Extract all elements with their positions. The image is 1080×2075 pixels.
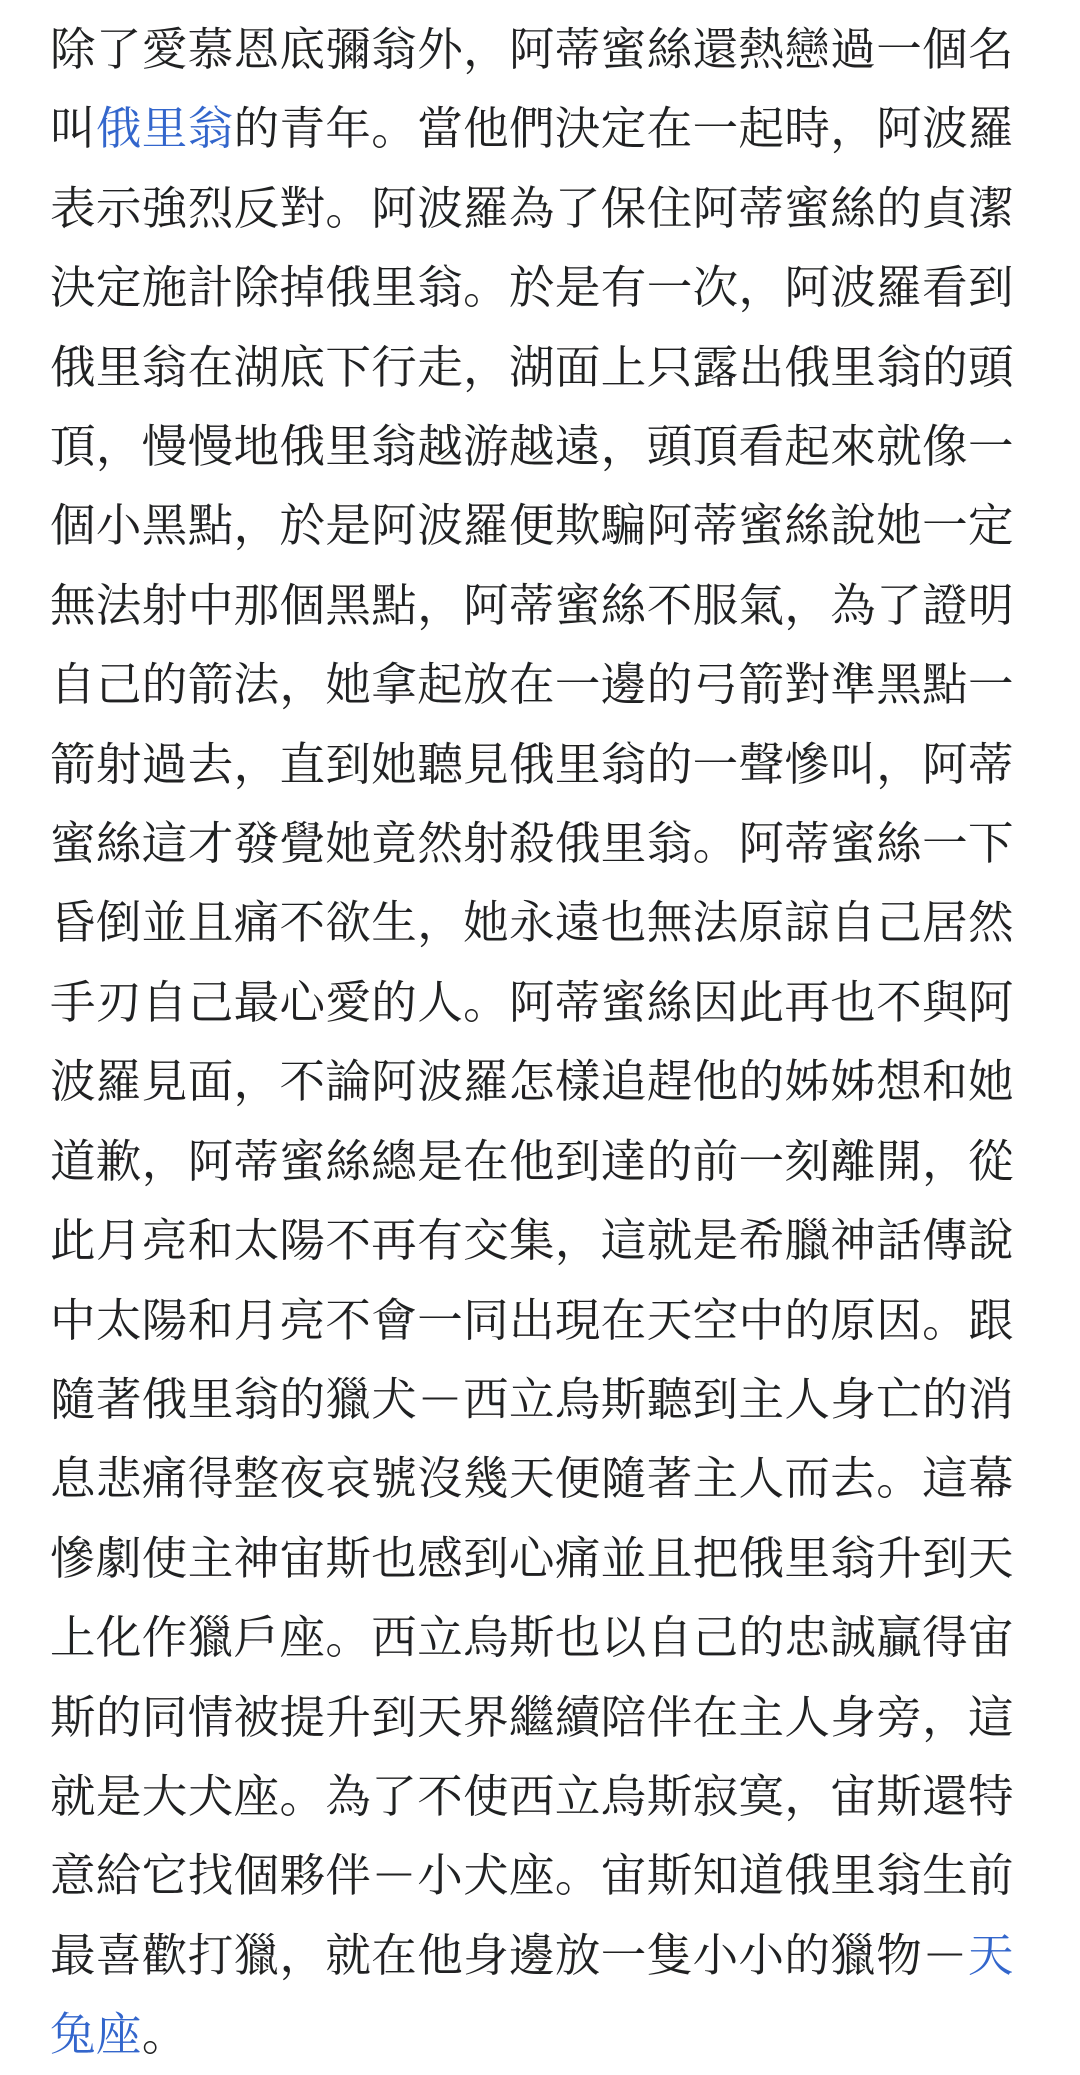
article-paragraph (50, 10, 1030, 2075)
link-orion[interactable]: 俄里翁 (95, 102, 234, 156)
paragraph-text-end: 。 (141, 2008, 188, 2062)
paragraph-text-main: 的青年。當他們決定在一起時，阿波羅表示強烈反對。阿波羅為了保住阿蒂蜜絲的貞潔決定施計除掉俄里翁。於是有一次，阿波羅看到俄里翁在湖底下行走，湖面上只露出俄里翁的頭頂，慢慢地俄里翁越游越遠，頭頂看起來就像一個小黑點，於是阿波羅便欺騙阿蒂蜜絲說她一定無法射中那個黑點，阿蒂蜜絲不服氣，為了證明自己的箭法，她拿起放在一邊的弓箭對準黑點一箭射過去，直到她聽見俄里翁的一聲慘叫，阿蒂蜜絲這才發覺她竟然射殺俄里翁。阿蒂蜜絲一下昏倒並且痛不欲生，她永遠也無法原諒自己居然手刃自己最心愛的人。阿蒂蜜絲因此再也不與阿波羅見面，不論阿波羅怎樣追趕他的姊姊想和她道歉，阿蒂蜜絲總是在他到達的前一刻離開，從此月亮和太陽不再有交集，這就是希臘神話傳說中太陽和月亮不會一同出現在天空中的原因。跟隨著俄里翁的獵犬－西立烏斯聽到主人身亡的消息悲痛得整夜哀號沒幾天便隨著主人而去。這幕慘劇使主神宙斯也感到心痛並且把俄里翁升到天上化作獵戶座。西立烏斯也以自己的忠誠贏得宙斯的同情被提升到天界繼續陪伴在主人身旁，這就是大犬座。為了不使西立烏斯寂寞，宙斯還特意給它找個夥伴－小犬座。宙斯知道俄里翁生前最喜歡打獵，就在他身邊放一隻小小的獵物－ (50, 102, 1014, 1982)
link-lepus[interactable]: 天兔座 (50, 1928, 1014, 2062)
paragraph-text-start: 除了愛慕恩底彌翁外，阿蒂蜜絲還熱戀過一個名叫 (50, 23, 1014, 156)
